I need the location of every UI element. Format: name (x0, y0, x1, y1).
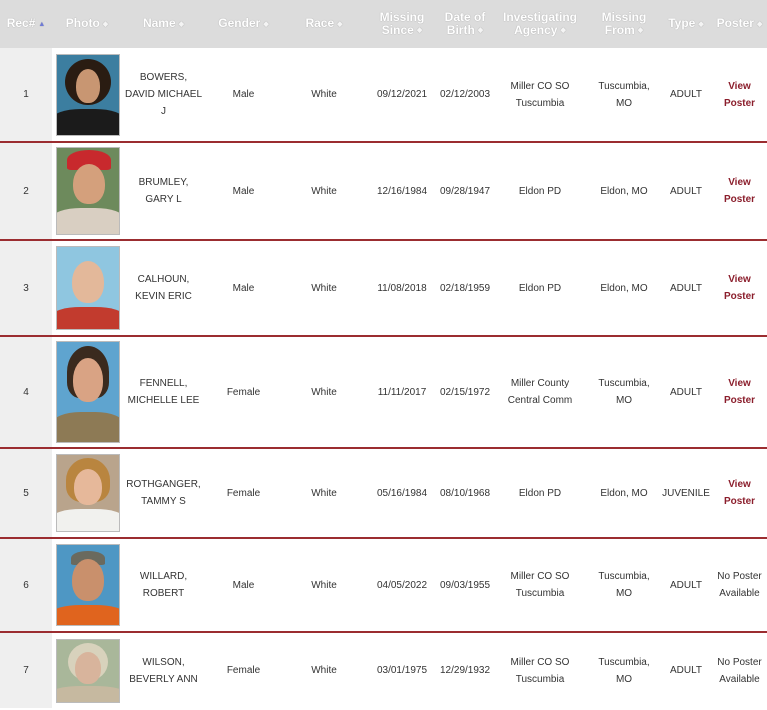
col-header-rec-label: Rec# (6, 16, 36, 31)
missing-since: 05/16/1984 (376, 487, 428, 499)
person-race: White (311, 282, 337, 294)
date-of-birth: 12/29/1932 (440, 665, 491, 676)
missing-from: Eldon, MO (600, 282, 648, 294)
person-gender: Male (232, 579, 255, 591)
no-poster-text: No Poster Available (717, 656, 762, 685)
case-type: ADULT (669, 579, 703, 591)
view-poster-link[interactable]: View Poster (723, 80, 756, 109)
col-header-gender[interactable] (205, 0, 282, 48)
table-row (0, 48, 767, 142)
col-header-type-label: Type (668, 16, 696, 31)
sort-both-icon[interactable]: ◆ (102, 20, 109, 28)
missing-since: 11/11/2017 (377, 386, 427, 398)
missing-since: 11/08/2018 (377, 282, 427, 294)
col-header-dob-label: Date of Birth (444, 9, 486, 37)
missing-from: Tuscumbia, MO (598, 378, 650, 406)
sort-asc-icon[interactable]: ▲ (38, 20, 46, 28)
investigating-agency: Miller CO SO Tuscumbia (510, 656, 570, 685)
sort-both-icon[interactable]: ◆ (337, 20, 343, 28)
col-header-dob[interactable] (438, 0, 492, 48)
person-gender: Female (226, 665, 261, 676)
investigating-agency: Miller CO SO Tuscumbia (510, 571, 570, 599)
person-photo[interactable] (56, 54, 120, 136)
col-header-missing-since-label: Missing Since (379, 9, 425, 37)
investigating-agency: Eldon PD (518, 282, 562, 294)
view-poster-link[interactable]: View Poster (723, 378, 756, 406)
rec-number: 3 (0, 240, 52, 336)
col-header-poster-label: Poster (716, 16, 754, 31)
person-race: White (311, 579, 337, 591)
sort-both-icon[interactable]: ◆ (637, 27, 644, 35)
view-poster-link[interactable]: View Poster (723, 274, 756, 302)
person-photo[interactable] (56, 147, 120, 235)
col-header-race[interactable] (282, 0, 366, 48)
date-of-birth: 02/15/1972 (440, 386, 491, 398)
person-race: White (311, 89, 337, 100)
rec-number: 7 (0, 632, 52, 708)
investigating-agency: Eldon PD (518, 487, 562, 499)
missing-since: 12/16/1984 (376, 185, 428, 197)
person-gender: Female (226, 386, 261, 398)
person-gender: Male (232, 185, 255, 197)
case-type: ADULT (669, 386, 703, 398)
col-header-missing-from[interactable] (588, 0, 660, 48)
person-photo[interactable] (56, 454, 120, 532)
missing-from: Tuscumbia, MO (598, 656, 650, 685)
col-header-gender-label: Gender (218, 16, 261, 31)
investigating-agency: Eldon PD (518, 185, 562, 197)
no-poster-text: No Poster Available (717, 571, 762, 599)
table-row (0, 142, 767, 240)
date-of-birth: 08/10/1968 (440, 487, 491, 499)
person-photo[interactable] (56, 544, 120, 626)
case-type: ADULT (669, 185, 703, 197)
missing-from: Eldon, MO (600, 487, 648, 499)
person-gender: Female (226, 487, 261, 499)
rec-number: 4 (0, 336, 52, 448)
table-row (0, 632, 767, 708)
missing-from: Tuscumbia, MO (598, 80, 650, 109)
person-photo[interactable] (56, 246, 120, 330)
person-name: ROTHGANGER, TAMMY S (126, 479, 201, 507)
col-header-type[interactable] (660, 0, 712, 48)
col-header-name[interactable] (122, 0, 205, 48)
date-of-birth: 02/18/1959 (440, 282, 491, 294)
rec-number: 6 (0, 538, 52, 632)
table-row (0, 538, 767, 632)
person-race: White (311, 665, 337, 676)
missing-since: 09/12/2021 (376, 89, 428, 100)
person-name: WILSON, BEVERLY ANN (129, 656, 198, 685)
col-header-name-label: Name (142, 16, 176, 31)
case-type: JUVENILE (662, 487, 710, 499)
col-header-poster[interactable] (712, 0, 767, 48)
date-of-birth: 09/28/1947 (440, 185, 491, 197)
col-header-missing-from-label: Missing From (601, 9, 647, 37)
col-header-rec[interactable] (0, 0, 52, 48)
missing-from: Eldon, MO (600, 185, 648, 197)
sort-both-icon[interactable]: ◆ (416, 27, 423, 35)
person-race: White (311, 487, 337, 499)
sort-both-icon[interactable]: ◆ (756, 20, 763, 28)
view-poster-link[interactable]: View Poster (723, 177, 756, 205)
table-row (0, 240, 767, 336)
col-header-missing-since[interactable] (366, 0, 438, 48)
case-type: ADULT (669, 665, 703, 676)
sort-both-icon[interactable]: ◆ (178, 20, 185, 28)
person-name: FENNELL, MICHELLE LEE (127, 378, 200, 406)
person-name: WILLARD, ROBERT (139, 571, 188, 599)
table-header-row (0, 0, 767, 48)
person-gender: Male (232, 89, 255, 100)
date-of-birth: 02/12/2003 (440, 89, 491, 100)
person-photo[interactable] (56, 341, 120, 443)
person-gender: Male (232, 282, 255, 294)
missing-since: 03/01/1975 (376, 665, 428, 676)
person-photo[interactable] (56, 639, 120, 703)
col-header-race-label: Race (305, 16, 335, 31)
sort-both-icon[interactable]: ◆ (560, 27, 566, 35)
sort-both-icon[interactable]: ◆ (698, 20, 704, 28)
col-header-photo-label: Photo (65, 16, 100, 31)
view-poster-link[interactable]: View Poster (723, 479, 756, 507)
date-of-birth: 09/03/1955 (440, 579, 491, 591)
missing-since: 04/05/2022 (376, 579, 428, 591)
person-name: CALHOUN, KEVIN ERIC (135, 274, 192, 302)
col-header-agency-label: Investigating Agency (502, 9, 577, 37)
col-header-agency[interactable] (492, 0, 588, 48)
sort-both-icon[interactable]: ◆ (477, 27, 484, 35)
person-race: White (311, 386, 337, 398)
person-name: BOWERS, DAVID MICHAEL J (124, 72, 203, 117)
investigating-agency: Miller County Central Comm (507, 378, 573, 406)
investigating-agency: Miller CO SO Tuscumbia (510, 80, 570, 109)
sort-both-icon[interactable]: ◆ (263, 20, 269, 28)
table-row (0, 336, 767, 448)
person-race: White (311, 185, 337, 197)
case-type: ADULT (669, 282, 703, 294)
rec-number: 5 (0, 448, 52, 538)
person-name: BRUMLEY, GARY L (138, 177, 189, 205)
table-row (0, 448, 767, 538)
col-header-photo[interactable] (52, 0, 122, 48)
missing-from: Tuscumbia, MO (598, 571, 650, 599)
rec-number: 2 (0, 142, 52, 240)
rec-number: 1 (0, 48, 52, 142)
case-type: ADULT (669, 89, 703, 100)
